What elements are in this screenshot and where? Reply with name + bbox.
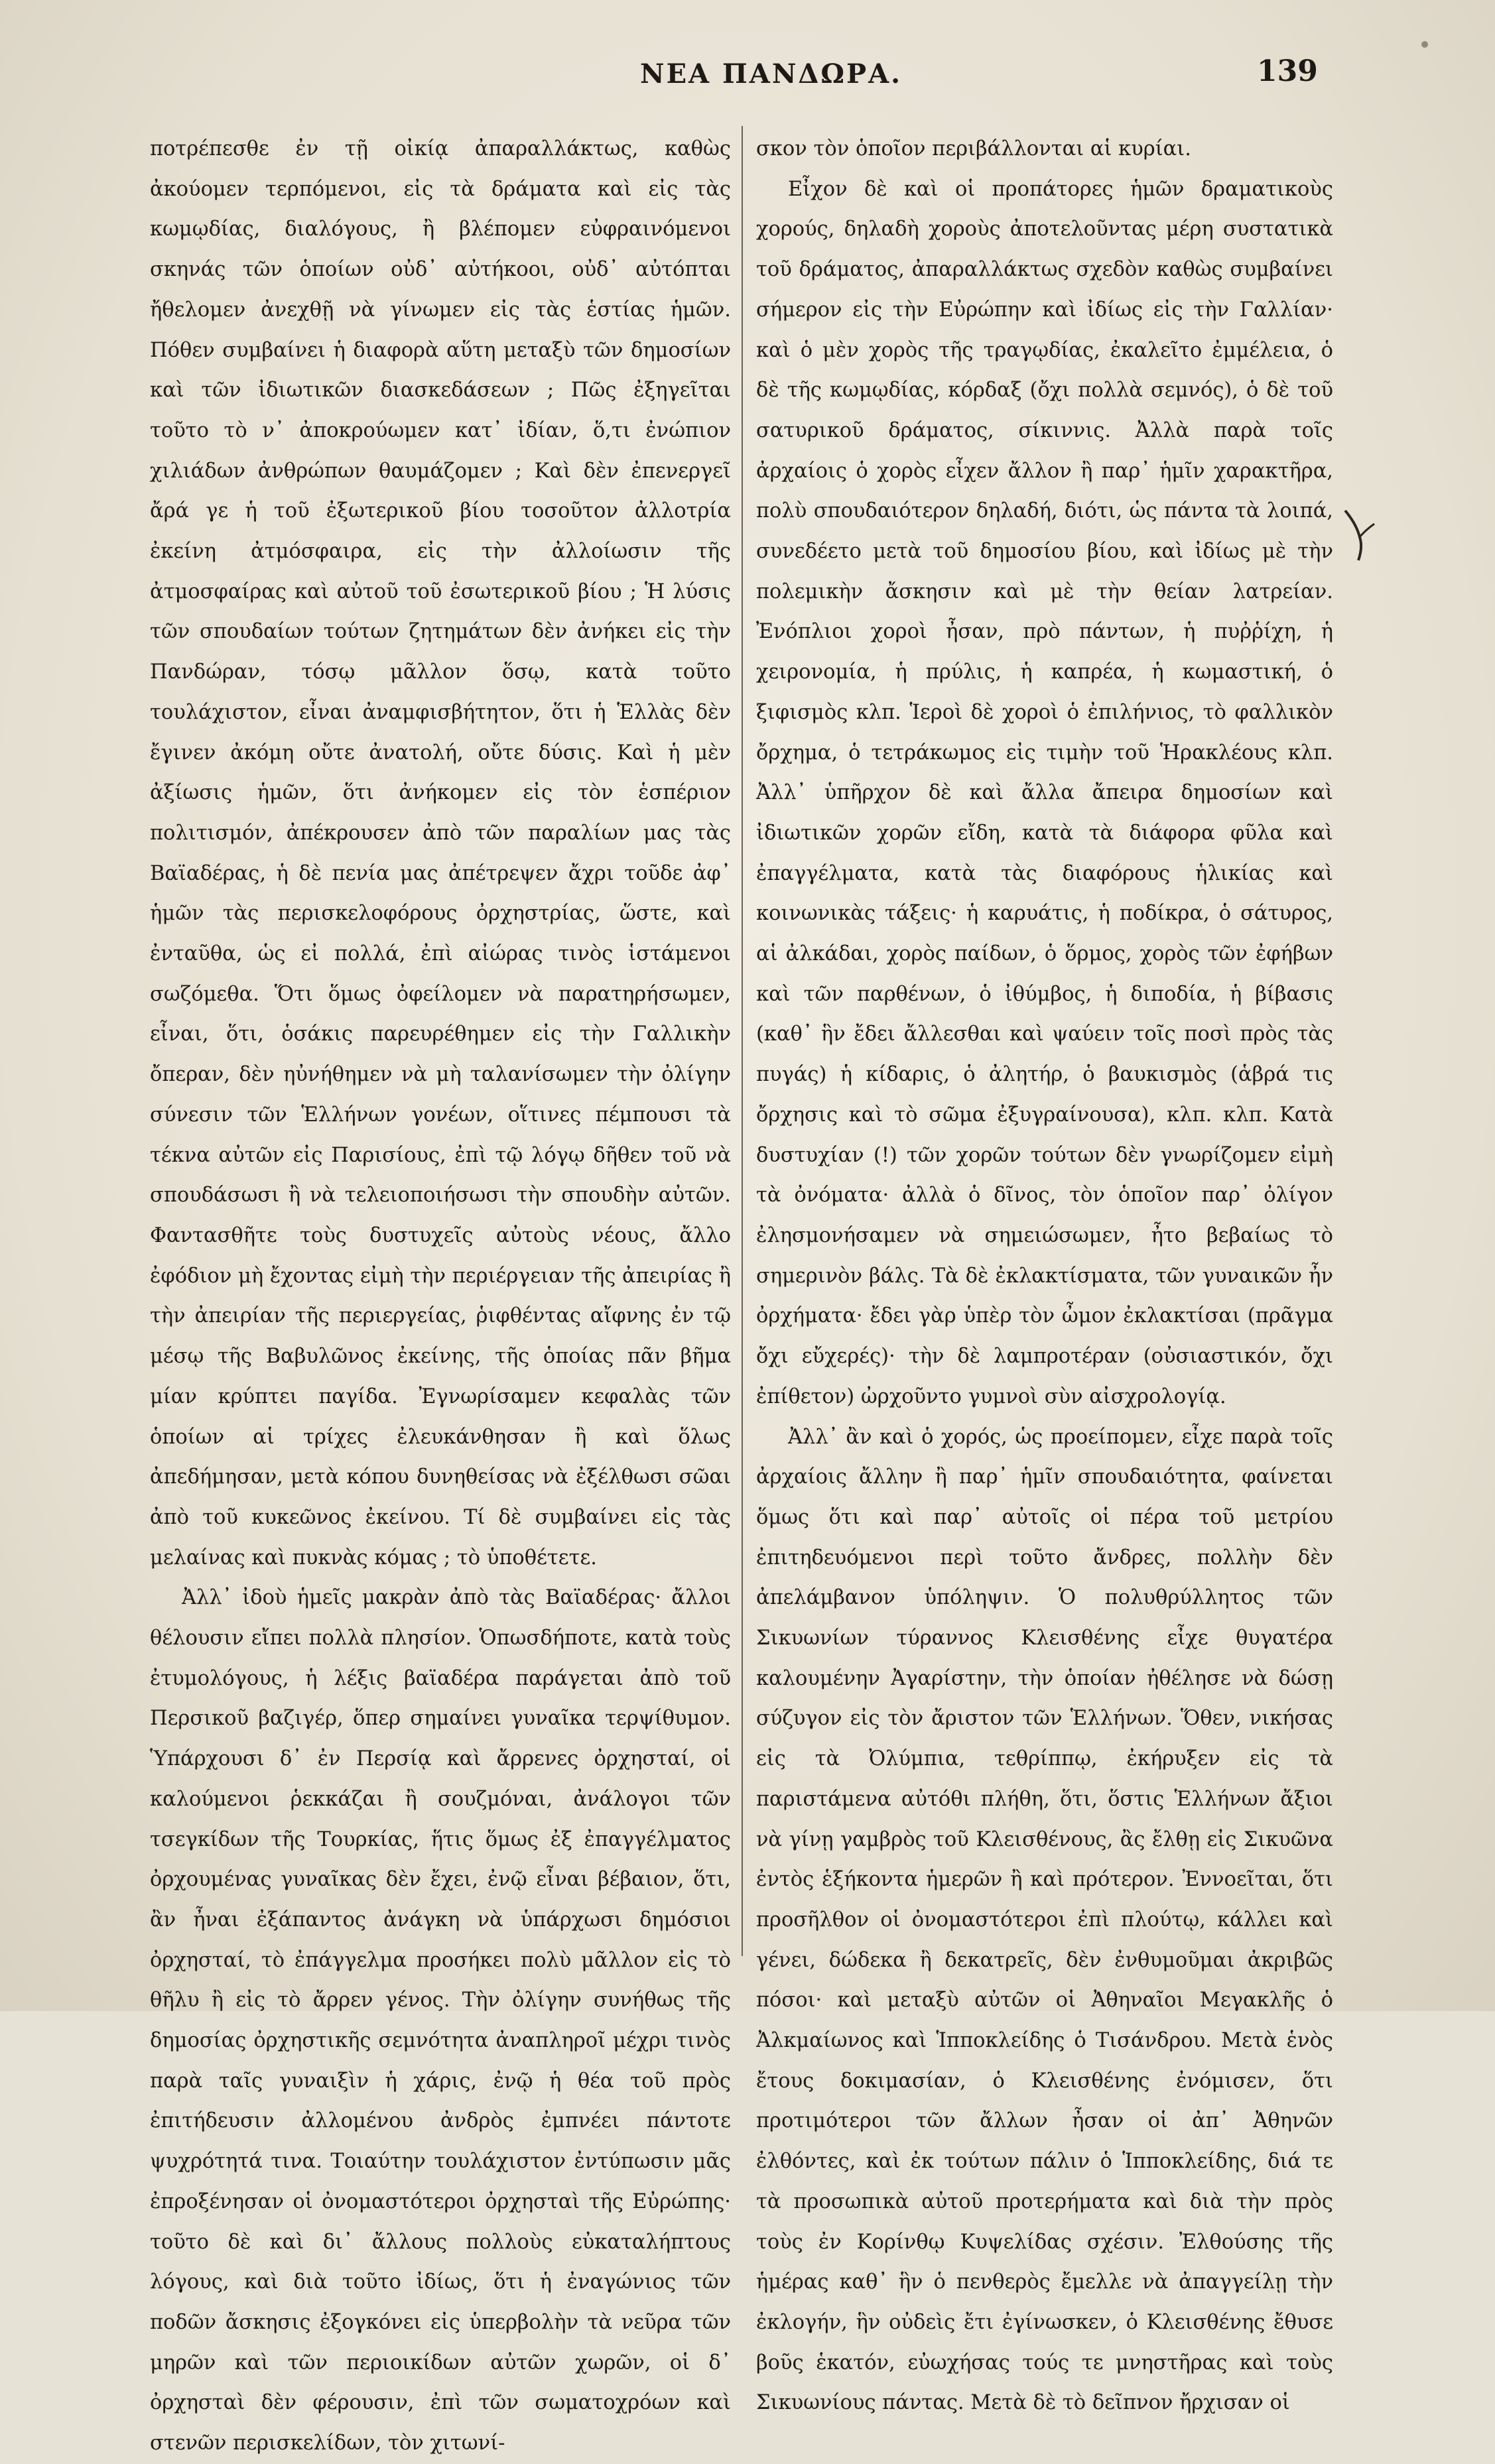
running-title: ΝΕΑ ΠΑΝΔΩΡΑ. — [640, 58, 903, 90]
right-column — [756, 129, 1333, 2415]
ink-spot — [1421, 41, 1428, 48]
right-paragraph-3: Ἀλλ᾽ ἂν καὶ ὁ χορός, ὡς προείπομεν, εἶχε παρὰ τοῖς ἀρχαίοις ἄλλην ἢ παρ᾽ ἡμῖν σπουδαιότητα, φαίνεται ὅμως ὅτι καὶ παρ᾽ αὐτοῖς οἱ πέρα τοῦ μετρίου ἐπιτηδευόμενοι περὶ τοῦτο ἄνδρες, πολλὴν δὲν ἀπελάμβανον ὑπόληψιν. Ὁ πολυθρύλλητος τῶν Σικυωνίων τύραννος Κλεισθένης εἶχε θυγατέρα καλουμένην Ἀγαρίστην, τὴν ὁποίαν ἠθέλησε νὰ δώσῃ σύζυγον εἰς τὸν ἄριστον τῶν Ἑλλήνων. Ὅθεν, νικήσας εἰς τὰ Ὀλύμπια, τεθρίππῳ, ἐκήρυξεν εἰς τὰ παριστάμενα αὐτόθι πλήθη, ὅτι, ὅστις Ἑλλήνων ἄξιοι νὰ γίνῃ γαμβρὸς τοῦ Κλεισθένους, ἂς ἔλθῃ εἰς Σικυῶνα ἐντὸς ἑξήκοντα ἡμερῶν ἢ καὶ πρότερον. Ἐννοεῖται, ὅτι προσῆλθον οἱ ὀνομαστότεροι ἐπὶ πλούτῳ, κάλλει καὶ γένει, δώδεκα ἢ δεκατρεῖς, δὲν ἐνθυμοῦμαι ἀκριβῶς πόσοι· καὶ μεταξὺ αὐτῶν οἱ Ἀθηναῖοι Μεγακλῆς ὁ Ἀλκμαίωνος καὶ Ἱπποκλείδης ὁ Τισάνδρου. Μετὰ ἑνὸς ἔτους δοκιμασίαν, ὁ Κλεισθένης ἐνόμισεν, ὅτι προτιμότεροι τῶν ἄλλων ἦσαν οἱ ἀπ᾽ Ἀθηνῶν ἐλθόντες, καὶ ἐκ τούτων πάλιν ὁ Ἱπποκλείδης, διά τε τὰ προσωπικὰ αὐτοῦ προτερήματα καὶ διὰ τὴν πρὸς τοὺς ἐν Κορίνθῳ Κυψελίδας σχέσιν. Ἐλθούσης τῆς ἡμέρας καθ᾽ ἣν ὁ πενθερὸς ἔμελλε νὰ ἀπαγγείλῃ τὴν ἐκλογήν, ἣν οὐδεὶς ἔτι ἐγίνωσκεν, ὁ Κλεισθένης ἔθυσε βοῦς ἑκατόν, εὐωχήσας τούς τε μνηστῆρας καὶ τοὺς Σικυωνίους πάντας. Μετὰ δὲ τὸ δεῖπνον ἤρχισαν οἱ — [756, 1425, 1333, 2415]
page-number: 139 — [1257, 54, 1318, 88]
pen-mark-icon — [1340, 504, 1380, 564]
page-header — [0, 54, 1495, 98]
left-column — [150, 129, 731, 2455]
column-divider — [742, 126, 743, 1956]
left-paragraph-2: Ἀλλ᾽ ἰδοὺ ἡμεῖς μακρὰν ἀπὸ τὰς Βαϊαδέρας· ἄλλοι θέλουσιν εἴπει πολλὰ πλησίον. Ὁπωσδήποτε, κατὰ τοὺς ἐτυμολόγους, ἡ λέξις βαϊαδέρα παράγεται ἀπὸ τοῦ Περσικοῦ βαζιγέρ, ὅπερ σημαίνει γυναῖκα τερψίθυμον. Ὑπάρχουσι δ᾽ ἐν Περσίᾳ καὶ ἄρρενες ὀρχησταί, οἱ καλούμενοι ῥεκκάζαι ἢ σουζμόναι, ἀνάλογοι τῶν τσεγκίδων τῆς Τουρκίας, ἥτις ὅμως ἐξ ἐπαγγέλματος ὀρχουμένας γυναῖκας δὲν ἔχει, ἐνῷ εἶναι βέβαιον, ὅτι, ἂν ἦναι ἐξάπαντος ἀνάγκη νὰ ὑπάρχωσι δημόσιοι ὀρχησταί, τὸ ἐπάγγελμα προσήκει πολὺ μᾶλλον εἰς τὸ θῆλυ ἢ εἰς τὸ ἄρρεν γένος. Τὴν ὀλίγην συνήθως τῆς δημοσίας ὀρχηστικῆς σεμνότητα ἀναπληροῖ μέχρι τινὸς παρὰ ταῖς γυναιξὶν ἡ χάρις, ἐνῷ ἡ θέα τοῦ πρὸς ἐπιτήδευσιν ἀλλομένου ἀνδρὸς ἐμπνέει πάντοτε ψυχρότητά τινα. Τοιαύτην τουλάχιστον ἐντύπωσιν μᾶς ἐπροξένησαν οἱ ὀνομαστότεροι ὀρχησταὶ τῆς Εὐρώπης· τοῦτο δὲ καὶ δι᾽ ἄλλους πολλοὺς εὐκαταλήπτους λόγους, καὶ διὰ τοῦτο ἰδίως, ὅτι ἡ ἐναγώνιος τῶν ποδῶν ἄσκησις ἐξογκόνει εἰς ὑπερβολὴν τὰ νεῦρα τῶν μηρῶν καὶ τῶν περιοικίδων αὐτῶν χωρῶν, οἱ δ᾽ ὀρχησταὶ δὲν φέρουσιν, ἐπὶ τῶν σωματοχρόων καὶ στενῶν περισκελίδων, τὸν χιτωνί- — [150, 1586, 731, 2455]
left-paragraph-1: ποτρέπεσθε ἐν τῇ οἰκίᾳ ἀπαραλλάκτως, καθὼς ἀκούομεν τερπόμενοι, εἰς τὰ δράματα καὶ εἰς τὰς κωμῳδίας, διαλόγους, ἢ βλέπομεν εὐφραινόμενοι σκηνάς τῶν ὁποίων οὐδ᾽ αὐτήκοοι, οὐδ᾽ αὐτόπται ἤθελομεν ἀνεχθῇ νὰ γίνωμεν εἰς τὰς ἑστίας ἡμῶν. Πόθεν συμβαίνει ἡ διαφορὰ αὕτη μεταξὺ τῶν δημοσίων καὶ τῶν ἰδιωτικῶν διασκεδάσεων ; Πῶς ἐξηγεῖται τοῦτο τὸ ν᾽ ἀποκρούωμεν κατ᾽ ἰδίαν, ὅ,τι ἐνώπιον χιλιάδων ἀνθρώπων θαυμάζομεν ; Καὶ δὲν ἐπενεργεῖ ἄρά γε ἡ τοῦ ἐξωτερικοῦ βίου τοσοῦτον ἀλλοτρία ἐκείνη ἀτμόσφαιρα, εἰς τὴν ἀλλοίωσιν τῆς ἀτμοσφαίρας καὶ αὐτοῦ τοῦ ἐσωτερικοῦ βίου ; Ἡ λύσις τῶν σπουδαίων τούτων ζητημάτων δὲν ἀνήκει εἰς τὴν Πανδώραν, τόσῳ μᾶλλον ὅσῳ, κατὰ τοῦτο τουλάχιστον, εἶναι ἀναμφισβήτητον, ὅτι ἡ Ἑλλὰς δὲν ἔγινεν ἀκόμη οὔτε ἀνατολή, οὔτε δύσις. Καὶ ἡ μὲν ἀξίωσις ἡμῶν, ὅτι ἀνήκομεν εἰς τὸν ἑσπέριον πολιτισμόν, ἀπέκρουσεν ἀπὸ τῶν παραλίων μας τὰς Βαϊαδέρας, ἡ δὲ πενία μας ἀπέτρεψεν ἄχρι τοῦδε ἀφ᾽ ἡμῶν τὰς περισκελοφόρους ὀρχηστρίας, ὥστε, καὶ ἐνταῦθα, ὡς εἰ πολλά, ἐπὶ αἰώρας τινὸς ἱστάμενοι σωζόμεθα. Ὅτι ὅμως ὀφείλομεν νὰ παρατηρήσωμεν, εἶναι, ὅτι, ὁσάκις παρευρέθημεν εἰς τὴν Γαλλικὴν ὄπεραν, δὲν ηὐνήθημεν νὰ μὴ ταλανίσωμεν τὴν ὀλίγην σύνεσιν τῶν Ἑλλήνων γονέων, οἵτινες πέμπουσι τὰ τέκνα αὐτῶν εἰς Παρισίους, ἐπὶ τῷ λόγῳ δῆθεν τοῦ νὰ σπουδάσωσι ἢ νὰ τελειοποιήσωσι τὴν σπουδὴν αὐτῶν. Φαντασθῆτε τοὺς δυστυχεῖς αὐτοὺς νέους, ἄλλο ἐφόδιον μὴ ἔχοντας εἰμὴ τὴν περιέργειαν τῆς ἀπειρίας ἢ τὴν ἀπειρίαν τῆς περιεργείας, ῥιφθέντας αἴφνης ἐν τῷ μέσῳ τῆς Βαβυλῶνος ἐκείνης, τῆς ὁποίας πᾶν βῆμα μίαν κρύπτει παγίδα. Ἐγνωρίσαμεν κεφαλὰς τῶν ὁποίων αἱ τρίχες ἐλευκάνθησαν ἢ καὶ ὅλως ἀπεδήμησαν, μετὰ κόπου δυνηθείσας νὰ ἐξέλθωσι σῶαι ἀπὸ τοῦ κυκεῶνος ἐκείνου. Τί δὲ συμβαίνει εἰς τὰς μελαίνας καὶ πυκνὰς κόμας ; τὸ ὑποθέτετε. — [150, 137, 731, 1570]
right-paragraph-1: σκον τὸν ὁποῖον περιβάλλονται αἱ κυρίαι. — [756, 137, 1191, 160]
right-paragraph-2: Εἶχον δὲ καὶ οἱ προπάτορες ἡμῶν δραματικοὺς χορούς, δηλαδὴ χοροὺς ἀποτελοῦντας μέρη συστατικὰ τοῦ δράματος, ἀπαραλλάκτως σχεδὸν καθὼς συμβαίνει σήμερον εἰς τὴν Εὐρώπην καὶ ἰδίως εἰς τὴν Γαλλίαν· καὶ ὁ μὲν χορὸς τῆς τραγῳδίας, ἐκαλεῖτο ἐμμέλεια, ὁ δὲ τῆς κωμῳδίας, κόρδαξ (ὄχι πολλὰ σεμνός), ὁ δὲ τοῦ σατυρικοῦ δράματος, σίκιννις. Ἀλλὰ παρὰ τοῖς ἀρχαίοις ὁ χορὸς εἶχεν ἄλλον ἢ παρ᾽ ἡμῖν χαρακτῆρα, πολὺ σπουδαιότερον δηλαδή, διότι, ὡς πάντα τὰ λοιπά, συνεδέετο μετὰ τοῦ δημοσίου βίου, καὶ ἰδίως μὲ τὴν πολεμικὴν ἄσκησιν καὶ μὲ τὴν θείαν λατρείαν. Ἐνόπλιοι χοροὶ ἦσαν, πρὸ πάντων, ἡ πυῤῥίχη, ἡ χειρονομία, ἡ πρύλις, ἡ καπρέα, ἡ κωμαστική, ὁ ξιφισμὸς κλπ. Ἱεροὶ δὲ χοροὶ ὁ ἐπιλήνιος, τὸ φαλλικὸν ὄρχημα, ὁ τετράκωμος εἰς τιμὴν τοῦ Ἡρακλέους κλπ. Ἀλλ᾽ ὑπῆρχον δὲ καὶ ἄλλα ἄπειρα δημοσίων καὶ ἰδιωτικῶν χορῶν εἴδη, κατὰ τὰ διάφορα φῦλα καὶ ἐπαγγέλματα, κατὰ τὰς διαφόρους ἡλικίας καὶ κοινωνικὰς τάξεις· ἡ καρυάτις, ἡ ποδίκρα, ὁ σάτυρος, αἱ ἀλκάδαι, χορὸς παίδων, ὁ ὅρμος, χορὸς τῶν ἐφήβων καὶ τῶν παρθένων, ὁ ἰθύμβος, ἡ διποδία, ἡ βίβασις (καθ᾽ ἣν ἔδει ἄλλεσθαι καὶ ψαύειν τοῖς ποσὶ πρὸς τὰς πυγάς) ἡ κίδαρις, ὁ ἀλητήρ, ὁ βαυκισμὸς (ἁβρά τις ὄρχησις καὶ τὸ σῶμα ἐξυγραίνουσα), κλπ. κλπ. Κατὰ δυστυχίαν (!) τῶν χορῶν τούτων δὲν γνωρίζομεν εἰμὴ τὰ ὀνόματα· ἀλλὰ ὁ δῖνος, τὸν ὁποῖον παρ᾽ ὀλίγον ἐλησμονήσαμεν νὰ σημειώσωμεν, ἦτο βεβαίως τὸ σημερινὸν βάλς. Τὰ δὲ ἐκλακτίσματα, τῶν γυναικῶν ἦν ὀρχήματα· ἔδει γὰρ ὑπὲρ τὸν ὦμον ἐκλακτίσαι (πρᾶγμα ὄχι εὔχερές)· τὴν δὲ λαμπροτέραν (οὐσιαστικόν, ὄχι ἐπίθετον) ὠρχοῦντο γυμνοὶ σὺν αἰσχρολογίᾳ. — [756, 177, 1333, 1408]
